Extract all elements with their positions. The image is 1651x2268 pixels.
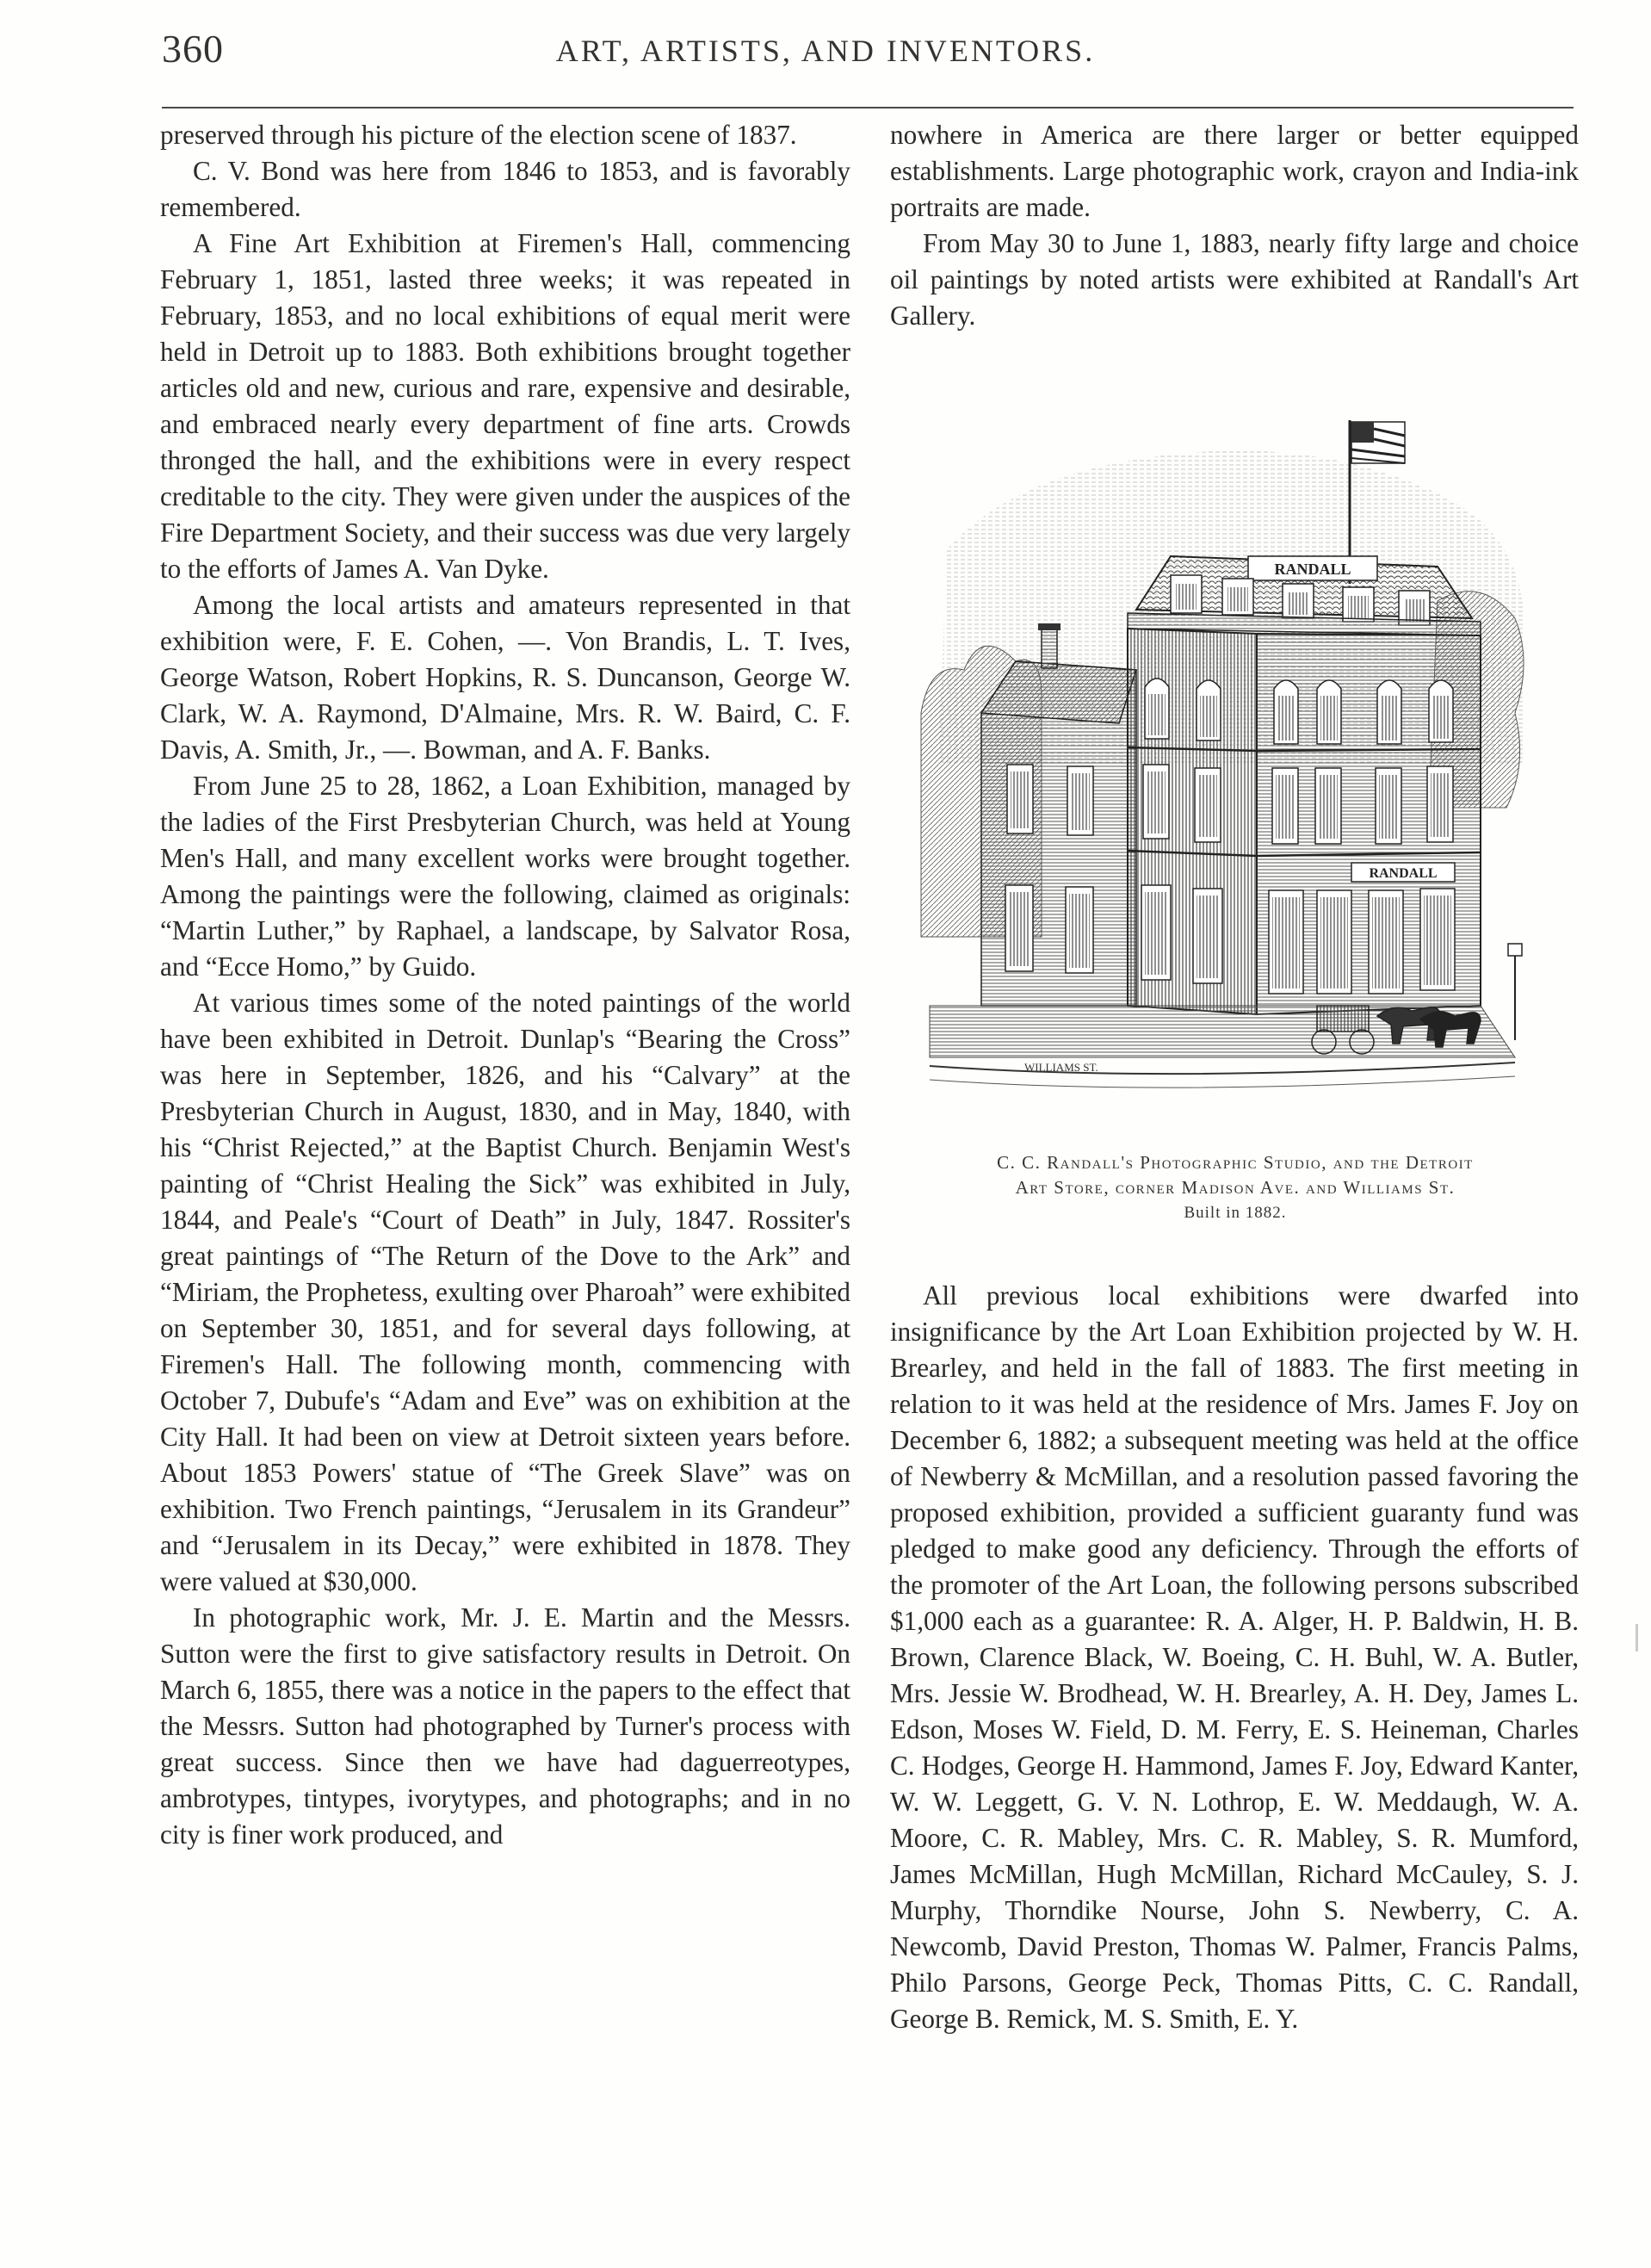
left-column	[160, 117, 850, 1853]
right-column-top	[890, 117, 1579, 334]
paragraph: Among the local artists and amateurs represented in that exhibition were, F. E. Cohen, —. Von Brandis, L. T. Ives, George Watson, Robert Hopkins, R. S. Duncanson, George W. Clark, W. A. Raymond, D'Almaine, Mrs. R. W. Baird, C. F. Davis, A. Smith, Jr., —. Bowman, and A. F. Banks.	[160, 590, 850, 765]
paragraph: In photographic work, Mr. J. E. Martin and the Messrs. Sutton were the first to give satisfactory results in Detroit. On March 6, 1855, there was a notice in the papers to the effect that the Messrs. Sutton had photographed by Turner's process with great success. Since then we have had daguerreotypes, ambrotypes, tintypes, ivorytypes, and photographs; and in no city is finer work produced, and	[160, 1602, 850, 1850]
paragraph: At various times some of the noted paintings of the world have been exhibited in Detroit. Dunlap's “Bearing the Cross” was here in September, 1826, and his “Calvary” at the Presbyterian Church in August, 1830, and in May, 1840, with his “Christ Rejected,” at the Baptist Church. Benjamin West's painting of “Christ Healing the Sick” was exhibited in July, 1844, and Peale's “Court of Death” in July, 1847. Rossiter's great paintings of “The Return of the Dove to the Ark” and “Miriam, the Prophetess, exulting over Pharoah” were exhibited on September 30, 1851, and for several days following, at Firemen's Hall. The following month, commencing with October 7, Dubufe's “Adam and Eve” was on exhibition at the City Hall. It had been on view at Detroit sixteen years before. About 1853 Powers' statue of “The Greek Slave” was on exhibition. Two French paintings, “Jerusalem in its Grandeur” and “Jerusalem in its Decay,” were exhibited in 1878. They were valued at $30,000.	[160, 988, 850, 1596]
header-rule	[162, 107, 1574, 108]
paragraph: All previous local exhibitions were dwarfed into insignificance by the Art Loan Exhibition projected by W. H. Brearley, and held in the fall of 1883. The first meeting in relation to it was held at the residence of Mrs. James F. Joy on December 6, 1882; a subsequent meeting was held at the office of Newberry & McMillan, and a resolution passed favoring the proposed exhibition, provided a sufficient guaranty fund was pledged to make good any deficiency. Through the efforts of the promoter of the Art Loan, the following persons subscribed $1,000 each as a guarantee: R. A. Alger, H. P. Baldwin, H. B. Brown, Clarence Black, W. Boeing, C. H. Buhl, W. A. Butler, Mrs. Jessie W. Brodhead, W. H. Brearley, A. H. Dey, James L. Edson, Moses W. Field, D. M. Ferry, E. S. Heineman, Charles C. Hodges, George H. Hammond, James F. Joy, Edward Kanter, W. W. Leggett, G. V. N. Lothrop, E. W. Meddaugh, W. A. Moore, C. R. Mabley, Mrs. C. R. Mabley, S. R. Mumford, James McMillan, Hugh McMillan, Richard McCauley, S. J. Murphy, Thorndike Nourse, John S. Newberry, C. A. Newcomb, David Preston, Thomas W. Palmer, Francis Palms, Philo Parsons, George Peck, Thomas Pitts, C. C. Randall, George B. Remick, M. S. Smith, E. Y.	[890, 1280, 1579, 2034]
right-column-bottom	[890, 1278, 1579, 2037]
paragraph: C. V. Bond was here from 1846 to 1853, and is favorably remembered.	[160, 156, 850, 222]
running-title: ART, ARTISTS, AND INVENTORS.	[555, 34, 1096, 68]
paragraph: nowhere in America are there larger or better equipped establishments. Large photographic work, crayon and India-ink portraits are made.	[890, 120, 1579, 222]
roof-sign: RANDALL	[1274, 561, 1351, 578]
illustration-caption	[895, 1150, 1575, 1225]
caption-line: Art Store, corner Madison Ave. and Williams St.	[1015, 1177, 1456, 1198]
paragraph: From June 25 to 28, 1862, a Loan Exhibition, managed by the ladies of the First Presbyterian Church, was held at Young Men's Hall, and many excellent works were brought together. Among the paintings were the following, claimed as originals: “Martin Luther,” by Raphael, a landscape, by Salvator Rosa, and “Ecce Homo,” by Guido.	[160, 771, 850, 982]
paragraph: From May 30 to June 1, 1883, nearly fifty large and choice oil paintings by noted artists were exhibited at Randall's Art Gallery.	[890, 228, 1579, 331]
paragraph: A Fine Art Exhibition at Firemen's Hall, commencing February 1, 1851, lasted three weeks; it was repeated in February, 1853, and no local exhibitions of equal merit were held in Detroit up to 1883. Both exhibitions brought together articles old and new, curious and rare, expensive and desirable, and embraced nearly every department of fine arts. Crowds thronged the hall, and the exhibitions were in every respect creditable to the city. They were given under the auspices of the Fire Department Society, and their success was due very largely to the efforts of James A. Van Dyke.	[160, 228, 850, 584]
street-sign: WILLIAMS ST.	[1024, 1061, 1098, 1074]
paragraph: preserved through his picture of the election scene of 1837.	[160, 120, 797, 150]
building-engraving	[912, 403, 1532, 1143]
caption-line: C. C. Randall's Photographic Studio, and the Detroit	[997, 1152, 1474, 1173]
page-number: 360	[162, 27, 224, 71]
store-sign: RANDALL	[1369, 866, 1438, 881]
flag	[1351, 422, 1405, 463]
caption-built-date: Built in 1882.	[1184, 1204, 1287, 1222]
page-mark	[1636, 1624, 1638, 1651]
